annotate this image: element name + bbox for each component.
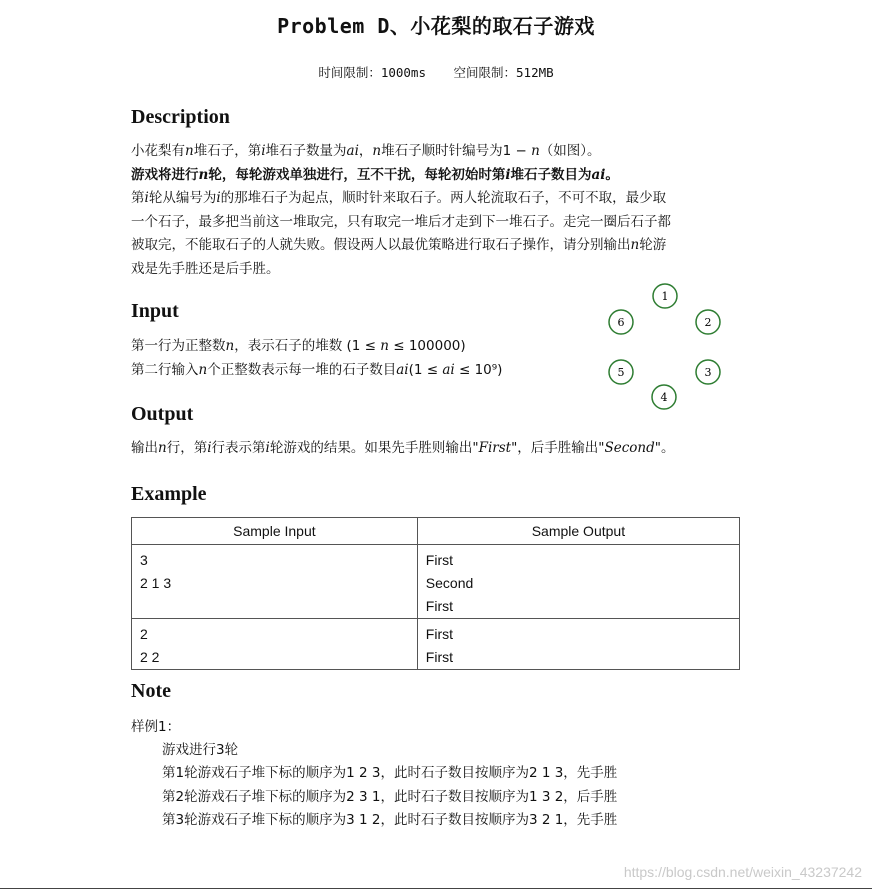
example-heading: Example [131, 483, 207, 505]
table-header-row [132, 518, 740, 545]
description-line: 小花梨有n堆石子，第i堆石子数量为ai，n堆石子顺时针编号为1 − n（如图）。 [131, 143, 601, 159]
problem-title: Problem D、小花梨的取石子游戏 [277, 14, 595, 38]
svg-text:6: 6 [617, 316, 625, 329]
sample-table [131, 517, 740, 670]
note-body [131, 716, 617, 832]
description-line: 被取完，不能取石子的人就失败。假设两人以最优策略进行取石子操作，请分别输出n轮游 [131, 237, 667, 253]
input-line: 第二行输入n个正整数表示每一堆的石子数目ai(1 ≤ ai ≤ 10⁹) [131, 361, 503, 378]
svg-text:2: 2 [704, 316, 712, 329]
output-body [131, 437, 746, 461]
pile-node [609, 360, 633, 384]
svg-text:4: 4 [660, 391, 668, 404]
pile-node [609, 310, 633, 334]
note-line: 游戏进行3轮 [162, 742, 239, 759]
sample-input-cell: 2 2 2 [132, 619, 418, 670]
note-line: 第3轮游戏石子堆下标的顺序为3 1 2，此时石子数目按顺序为3 2 1，先手胜 [162, 811, 618, 828]
space-limit: 空间限制：512MB [453, 65, 554, 80]
sample-input-cell: 3 2 1 3 [132, 545, 418, 619]
sample-input-header: Sample Input [132, 518, 418, 545]
svg-text:1: 1 [661, 290, 669, 303]
description-heading: Description [131, 106, 230, 128]
description-line: 第i轮从编号为i的那堆石子为起点，顺时针来取石子。两人轮流取石子，不可不取，最少取 [131, 190, 667, 206]
sample-output-header: Sample Output [417, 518, 739, 545]
sample-output-cell: First First [417, 619, 739, 670]
input-line: 第一行为正整数n，表示石子的堆数 (1 ≤ n ≤ 100000) [131, 338, 466, 354]
pile-node [653, 284, 677, 308]
limits [0, 63, 872, 81]
stone-pile-diagram [600, 280, 730, 415]
time-limit: 时间限制：1000ms [318, 65, 426, 80]
pile-node [696, 360, 720, 384]
note-line: 第1轮游戏石子堆下标的顺序为1 2 3，此时石子数目按顺序为2 1 3，先手胜 [162, 765, 618, 782]
description-line-bold: 游戏将进行n轮，每轮游戏单独进行，互不干扰，每轮初始时第i堆石子数目为ai。 [131, 166, 619, 183]
svg-text:3: 3 [704, 366, 712, 379]
pile-node [696, 310, 720, 334]
watermark: https://blog.csdn.net/weixin_43237242 [623, 864, 862, 880]
note-line: 第2轮游戏石子堆下标的顺序为2 3 1，此时石子数目按顺序为1 3 2，后手胜 [162, 788, 618, 805]
bottom-divider [0, 888, 872, 889]
description-line: 戏是先手胜还是后手胜。 [131, 260, 280, 277]
output-heading: Output [131, 403, 194, 425]
pile-node [652, 385, 676, 409]
svg-text:5: 5 [617, 366, 625, 379]
table-row [132, 545, 740, 619]
description-line: 一个石子，最多把当前这一堆取完，只有取完一堆后才走到下一堆石子。走完一圈后石子都 [131, 213, 671, 230]
table-row [132, 619, 740, 670]
input-heading: Input [131, 300, 179, 322]
description-body [131, 140, 746, 281]
note-line: 样例1： [131, 719, 181, 735]
sample-output-cell: First Second First [417, 545, 739, 619]
note-heading: Note [131, 680, 171, 702]
output-line: 输出n行，第i行表示第i轮游戏的结果。如果先手胜则输出"First"，后手胜输出"Second"。 [131, 440, 675, 456]
